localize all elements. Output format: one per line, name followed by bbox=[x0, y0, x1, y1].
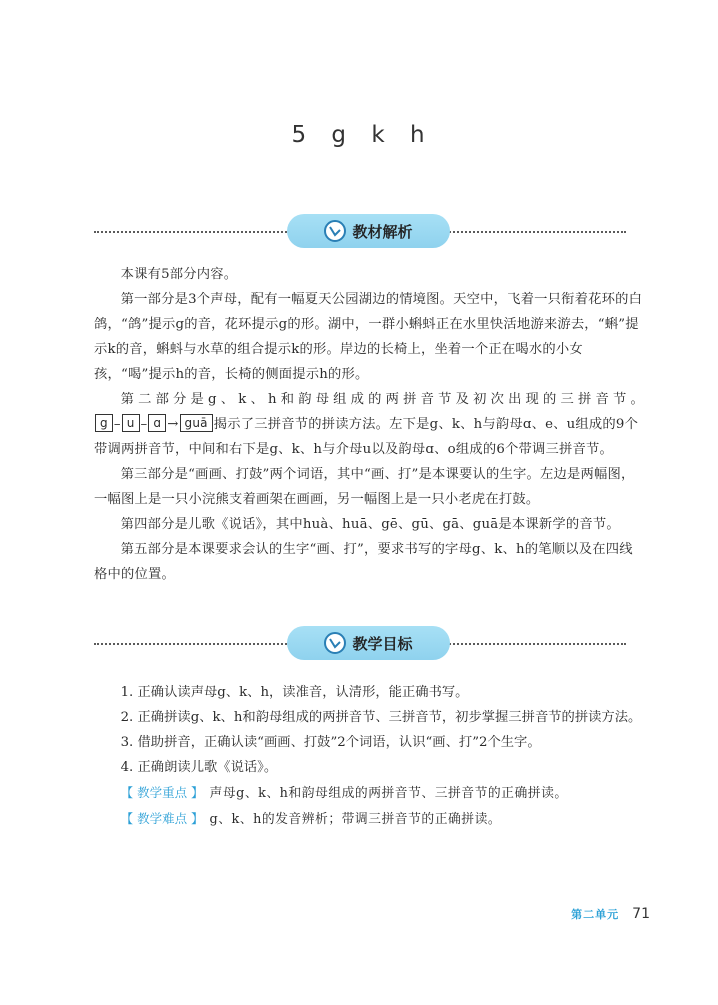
paragraph bbox=[94, 412, 644, 462]
page-number: 71 bbox=[632, 906, 650, 922]
difficulty-text: g、k、h的发音辨析；带调三拼音节的正确拼读。 bbox=[209, 812, 502, 827]
difficulty-tag: 【 教学难点 】 bbox=[120, 811, 204, 826]
pinyin-box: g bbox=[95, 414, 113, 432]
lesson-number: 5 bbox=[291, 122, 309, 148]
paragraph: 本课有5部分内容。 bbox=[120, 267, 238, 282]
section-heading: 教材解析 bbox=[352, 222, 413, 241]
goal-item: 2. 正确拼读g、k、h和韵母组成的两拼音节、三拼音节，初步掌握三拼音节的拼读方法。 bbox=[120, 710, 642, 725]
section-pill bbox=[287, 626, 450, 660]
paragraph: 第五部分是本课要求会认的生字“画、打”，要求书写的字母g、k、h的笔顺以及在四线格中的位置。 bbox=[94, 542, 633, 582]
teaching-difficulty bbox=[94, 806, 644, 832]
section-heading: 教学目标 bbox=[352, 634, 413, 653]
dash: – bbox=[140, 417, 148, 432]
pinyin-box: guā bbox=[180, 414, 213, 432]
unit-label: 第二单元 bbox=[571, 908, 620, 921]
dash: – bbox=[113, 417, 121, 432]
goal-item: 4. 正确朗读儿歌《说话》。 bbox=[120, 760, 278, 775]
section-pill bbox=[287, 214, 450, 248]
focus-tag: 【 教学重点 】 bbox=[120, 785, 204, 800]
title-letter-g: g bbox=[331, 122, 349, 148]
teaching-focus bbox=[94, 780, 644, 806]
paragraph: 第二部分是g、k、h和韵母组成的两拼音节及初次出现的三拼音节。 bbox=[120, 392, 644, 407]
lesson-title bbox=[0, 122, 718, 148]
title-letter-h: h bbox=[409, 122, 427, 148]
pinyin-box: ɑ bbox=[148, 414, 166, 432]
analysis-text bbox=[94, 262, 644, 587]
goals-list bbox=[94, 680, 644, 832]
paragraph: 第四部分是儿歌《说话》，其中huà、huā、gē、gū、gā、guā是本课新学的音节。 bbox=[120, 517, 620, 532]
section-header-analysis bbox=[94, 214, 626, 250]
check-arrow-icon bbox=[324, 220, 346, 242]
title-letter-k: k bbox=[371, 122, 387, 148]
arrow-icon: → bbox=[167, 417, 179, 432]
goal-item: 3. 借助拼音，正确认读“画画、打鼓”2个词语，认识“画、打”2个生字。 bbox=[120, 735, 541, 750]
page-footer bbox=[520, 903, 650, 922]
check-arrow-icon bbox=[324, 632, 346, 654]
paragraph-text: 揭示了三拼音节的拼读方法。左下是g、k、h与韵母ɑ、e、u组成的9个带调两拼音节，中间和右下是g、k、h与介母u以及韵母ɑ、o组成的6个带调三拼音节。 bbox=[94, 417, 639, 457]
paragraph: 第三部分是“画画、打鼓”两个词语，其中“画、打”是本课要认的生字。左边是两幅图，一幅图上是一只小浣熊支着画架在画画，另一幅图上是一只小老虎在打鼓。 bbox=[94, 467, 635, 507]
paragraph: 第一部分是3个声母，配有一幅夏天公园湖边的情境图。天空中，飞着一只衔着花环的白鸽，“鸽”提示g的音，花环提示g的形。湖中，一群小蝌蚪正在水里快活地游来游去，“蝌”提示k的音，蝌蚪与水草的组合提示k的形。岸边的长椅上，坐着一个正在喝水的小女孩，“喝”提示h的音，长椅的侧面提示h的形。 bbox=[94, 292, 643, 382]
section-header-goals bbox=[94, 626, 626, 662]
goal-item: 1. 正确认读声母g、k、h，读准音，认清形，能正确书写。 bbox=[120, 685, 469, 700]
focus-text: 声母g、k、h和韵母组成的两拼音节、三拼音节的正确拼读。 bbox=[209, 786, 568, 801]
pinyin-box: u bbox=[122, 414, 140, 432]
